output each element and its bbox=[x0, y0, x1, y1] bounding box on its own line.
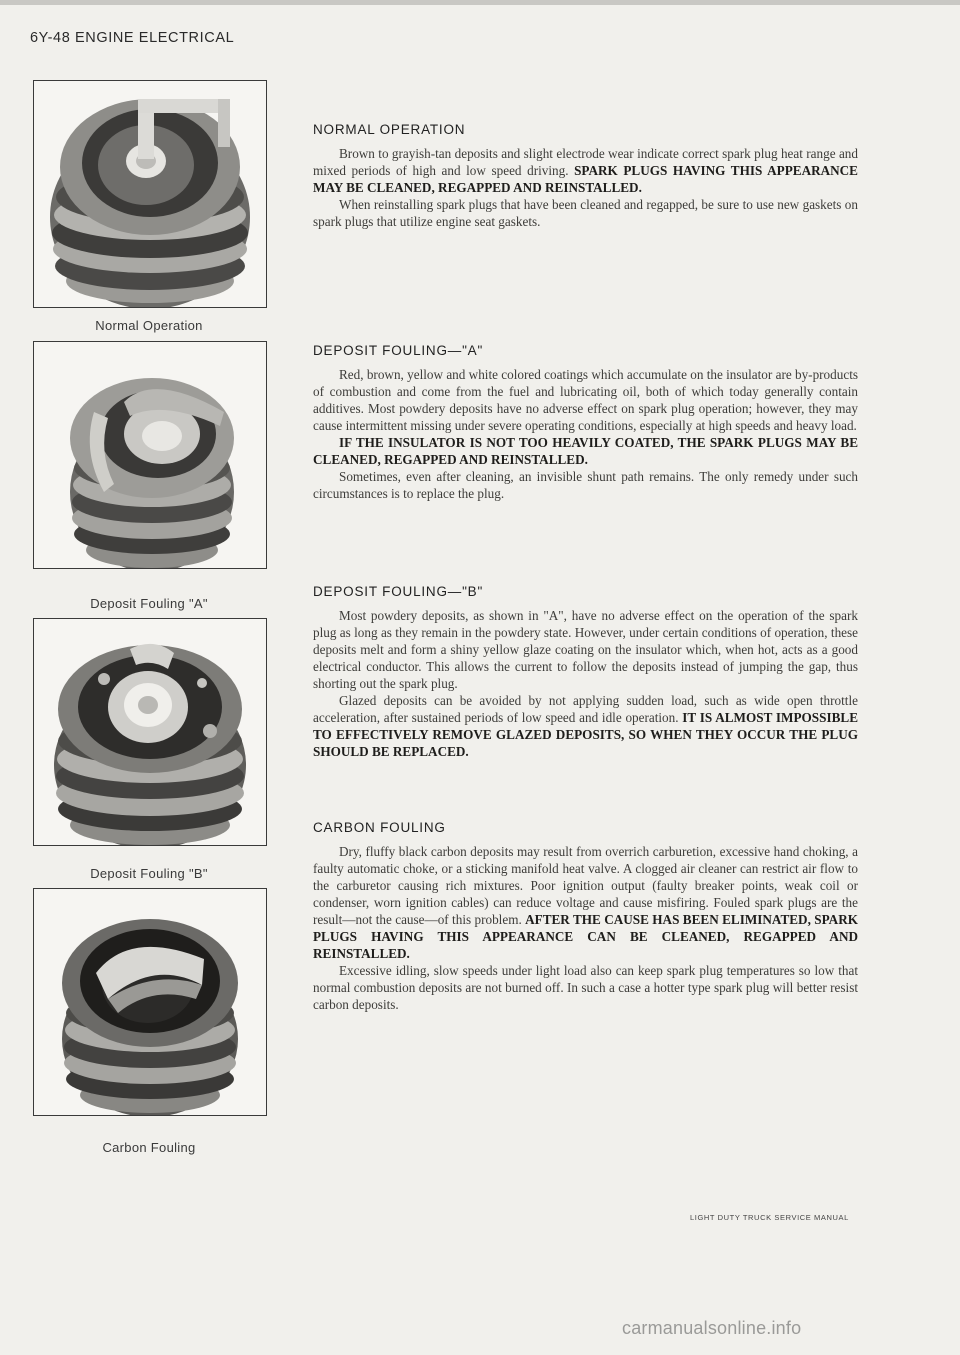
spark-plug-carbon-image bbox=[34, 889, 266, 1115]
caption-deposit-fouling-a: Deposit Fouling "A" bbox=[90, 596, 208, 611]
spark-plug-deposit-b-image bbox=[34, 619, 266, 845]
section-deposit-fouling-b bbox=[313, 584, 858, 760]
top-rule bbox=[0, 0, 960, 5]
paragraph: Brown to grayish-tan deposits and slight electrode wear indicate correct spark plug heat range and mixed periods of high and low speed driving. SPARK PLUGS HAVING THIS APPEARANCE MAY BE CLEANED, REGAPPED AND REINSTALLED. bbox=[313, 146, 858, 195]
figure-deposit-fouling-a bbox=[33, 341, 267, 569]
paragraph: Excessive idling, slow speeds under light load also can keep spark plug temperatures so low that normal combustion deposits are not burned off. In such a case a hotter type spark plug will better resist carbon deposits. bbox=[313, 963, 858, 1012]
spark-plug-normal-image bbox=[34, 81, 266, 307]
figure-normal-operation bbox=[33, 80, 267, 308]
paragraph: Sometimes, even after cleaning, an invisible shunt path remains. The only remedy under such circumstances is to replace the plug. bbox=[313, 469, 858, 501]
spark-plug-deposit-a-image bbox=[34, 342, 266, 568]
paragraph: IF THE INSULATOR IS NOT TOO HEAVILY COATED, THE SPARK PLUGS MAY BE CLEANED, REGAPPED AND REINSTALLED. bbox=[313, 435, 858, 467]
section-normal-operation bbox=[313, 122, 858, 230]
caption-carbon-fouling: Carbon Fouling bbox=[102, 1140, 196, 1155]
paragraph: Red, brown, yellow and white colored coatings which accumulate on the insulator are by-products of combustion and come from the fuel and lubricating oil, both of which today generally contain additives. Most powdery deposits have no adverse effect on spark plug operation; however, they may cause intermittent missing under severe operating conditions, especially at high speeds and heavy load. bbox=[313, 367, 858, 433]
section-title: NORMAL OPERATION bbox=[313, 122, 466, 137]
section-title: DEPOSIT FOULING—"B" bbox=[313, 584, 484, 599]
paragraph: Glazed deposits can be avoided by not applying sudden load, such as wide open throttle acceleration, after sustained periods of low speed and idle operation. IT IS ALMOST IMPOSSIBLE TO EFFECTIVELY REMOVE GLAZED DEPOSITS, SO WHEN THEY OCCUR THE PLUG SHOULD BE REPLACED. bbox=[313, 693, 858, 759]
caption-normal-operation: Normal Operation bbox=[95, 318, 203, 333]
section-deposit-fouling-a bbox=[313, 343, 858, 502]
figure-carbon-fouling bbox=[33, 888, 267, 1116]
caption-deposit-fouling-b: Deposit Fouling "B" bbox=[90, 866, 208, 881]
section-title: CARBON FOULING bbox=[313, 820, 446, 835]
paragraph: Most powdery deposits, as shown in "A", have no adverse effect on the operation of the spark plug as long as they remain in the powdery state. However, under certain conditions of operation, these deposits melt and form a shiny yellow glaze coating on the insulator which, when hot, acts as a good electrical conductor. This allows the current to follow the deposits instead of jumping the gap, thus shorting out the spark plug. bbox=[313, 608, 858, 691]
section-title: DEPOSIT FOULING—"A" bbox=[313, 343, 484, 358]
watermark: carmanualsonline.info bbox=[622, 1318, 802, 1338]
paragraph: When reinstalling spark plugs that have been cleaned and regapped, be sure to use new gaskets on spark plugs that utilize engine seat gaskets. bbox=[313, 197, 858, 229]
page-header: 6Y-48 ENGINE ELECTRICAL bbox=[30, 30, 235, 46]
paragraph: Dry, fluffy black carbon deposits may result from overrich carburetion, excessive hand choking, a faulty automatic choke, or a sticking manifold heat valve. A clogged air cleaner can restrict air flow to the carburetor causing rich mixtures. Poor ignition output (faulty breaker points, weak coil or condenser, worn ignition cables) can reduce voltage and cause misfiring. Fouled spark plugs are the result—not the cause—of this problem. AFTER THE CAUSE HAS BEEN ELIMINATED, SPARK PLUGS HAVING THIS APPEARANCE CAN BE CLEANED, REGAPPED AND REINSTALLED. bbox=[313, 844, 858, 961]
page-footer: LIGHT DUTY TRUCK SERVICE MANUAL bbox=[690, 1213, 849, 1222]
figure-deposit-fouling-b bbox=[33, 618, 267, 846]
section-carbon-fouling bbox=[313, 820, 858, 1013]
